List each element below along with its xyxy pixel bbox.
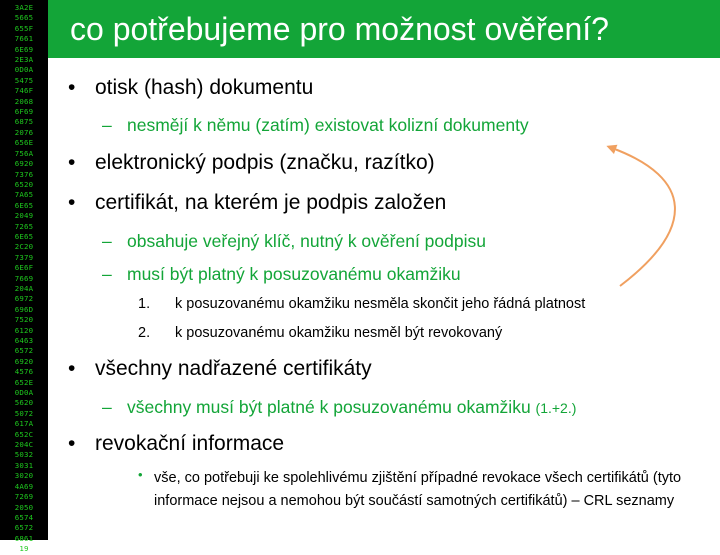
hex-code: 746F bbox=[14, 86, 34, 96]
hex-code: 19 bbox=[19, 544, 29, 554]
hex-code: 6572 bbox=[14, 523, 34, 533]
hex-code: 3020 bbox=[14, 471, 34, 481]
hex-code: 204A bbox=[14, 283, 34, 293]
hex-code: 7376 bbox=[14, 169, 34, 179]
hex-code: 7520 bbox=[14, 315, 34, 325]
hex-code: 7379 bbox=[14, 252, 34, 262]
hex-code: 6E6F bbox=[14, 263, 34, 273]
hex-code: 2068 bbox=[14, 96, 34, 106]
list-item-text: všechny nadřazené certifikáty bbox=[95, 357, 372, 380]
sub-item-text: obsahuje veřejný klíč, nutný k ověření podpisu bbox=[127, 231, 486, 251]
hex-code: 2E3A bbox=[14, 55, 34, 65]
hex-sidebar bbox=[0, 0, 48, 554]
hex-code: 6520 bbox=[14, 179, 34, 189]
bullet-icon: • bbox=[138, 467, 143, 482]
bullet-icon: • bbox=[68, 432, 76, 455]
hex-code: 204C bbox=[14, 440, 34, 450]
hex-column bbox=[0, 3, 48, 555]
numbered-item-text: k posuzovanému okamžiku nesměla skončit jeho řádná platnost bbox=[175, 296, 586, 312]
dash-marker: – bbox=[102, 115, 112, 135]
hex-code: 5665 bbox=[14, 13, 34, 23]
list-item-text: otisk (hash) dokumentu bbox=[95, 76, 314, 99]
hex-code: 0D0A bbox=[14, 388, 34, 398]
hex-code: 6E65 bbox=[14, 200, 34, 210]
page-title: co potřebujeme pro možnost ověření? bbox=[70, 10, 609, 47]
hex-code: 6463 bbox=[14, 336, 34, 345]
numbered-item-text: k posuzovanému okamžiku nesměl být revokovaný bbox=[175, 325, 503, 341]
hex-code: 656E bbox=[14, 138, 34, 148]
hex-code: 5072 bbox=[14, 408, 34, 418]
hex-code: 6120 bbox=[14, 325, 34, 335]
title-bar bbox=[48, 0, 720, 58]
dash-marker: – bbox=[102, 264, 112, 284]
list-item-text: certifikát, na kterém je podpis založen bbox=[95, 191, 447, 214]
hex-code: 7661 bbox=[14, 34, 34, 44]
curved-arrow-icon bbox=[48, 58, 720, 540]
list-item-text: revokační informace bbox=[95, 432, 285, 455]
hex-code: 5475 bbox=[14, 75, 34, 85]
dash-marker: – bbox=[102, 231, 112, 251]
hex-code: 3A2E bbox=[14, 3, 34, 12]
sub-item-main-text: všechny musí být platné k posuzovanému okamžiku bbox=[127, 397, 531, 417]
list-item-text: elektronický podpis (značku, razítko) bbox=[95, 151, 435, 174]
hex-code: 6E65 bbox=[14, 231, 34, 241]
hex-code: 0D0A bbox=[14, 65, 34, 75]
hex-code: 655F bbox=[14, 23, 34, 33]
bullet-icon: • bbox=[68, 151, 76, 174]
hex-code: 6E69 bbox=[14, 44, 34, 54]
hex-code: 2C20 bbox=[14, 242, 34, 252]
hex-code: 696D bbox=[14, 304, 34, 314]
hex-code: 6875 bbox=[14, 117, 34, 127]
bullet-icon: • bbox=[68, 191, 76, 214]
sub-item-suffix: (1.+2.) bbox=[535, 400, 577, 416]
hex-code: 7A65 bbox=[14, 190, 34, 200]
hex-code: 756A bbox=[14, 148, 34, 158]
sub-item-text: nesmějí k němu (zatím) existovat kolizní dokumenty bbox=[127, 115, 529, 135]
hex-code: 7669 bbox=[14, 273, 34, 283]
hex-code: 652C bbox=[14, 429, 34, 439]
hex-code: 5620 bbox=[14, 398, 34, 408]
hex-code: 6920 bbox=[14, 356, 34, 366]
slide-content bbox=[48, 58, 720, 540]
sub-item-text: musí být platný k posuzovanému okamžiku bbox=[127, 264, 461, 284]
hex-code: 6861 bbox=[14, 533, 34, 543]
hex-code: 4A69 bbox=[14, 481, 34, 491]
hex-code: 3031 bbox=[14, 460, 34, 470]
hex-code: 7269 bbox=[14, 492, 34, 502]
bullet-icon: • bbox=[68, 76, 76, 99]
item-number: 2. bbox=[138, 325, 151, 341]
hex-code: 6920 bbox=[14, 159, 34, 169]
hex-code: 617A bbox=[14, 419, 34, 429]
hex-code: 2076 bbox=[14, 127, 34, 137]
hex-code: 6574 bbox=[14, 512, 34, 522]
sub-item-text: vše, co potřebuji ke spolehlivému zjištění případné revokace všech certifikátů (tyto informace nejsou a nemohou být součástí samotných certifikátů) – CRL seznamy bbox=[154, 470, 682, 509]
hex-code: 4576 bbox=[14, 367, 34, 377]
dash-marker: – bbox=[102, 397, 112, 417]
hex-code: 2049 bbox=[14, 211, 34, 221]
hex-code: 6F69 bbox=[14, 107, 34, 117]
hex-code: 6572 bbox=[14, 346, 34, 356]
bullet-icon: • bbox=[68, 357, 76, 380]
hex-code: 5032 bbox=[14, 450, 34, 460]
hex-code: 2050 bbox=[14, 502, 34, 512]
hex-code: 7265 bbox=[14, 221, 34, 231]
hex-code: 652E bbox=[14, 377, 34, 387]
hex-code: 6972 bbox=[14, 294, 34, 304]
item-number: 1. bbox=[138, 296, 151, 312]
